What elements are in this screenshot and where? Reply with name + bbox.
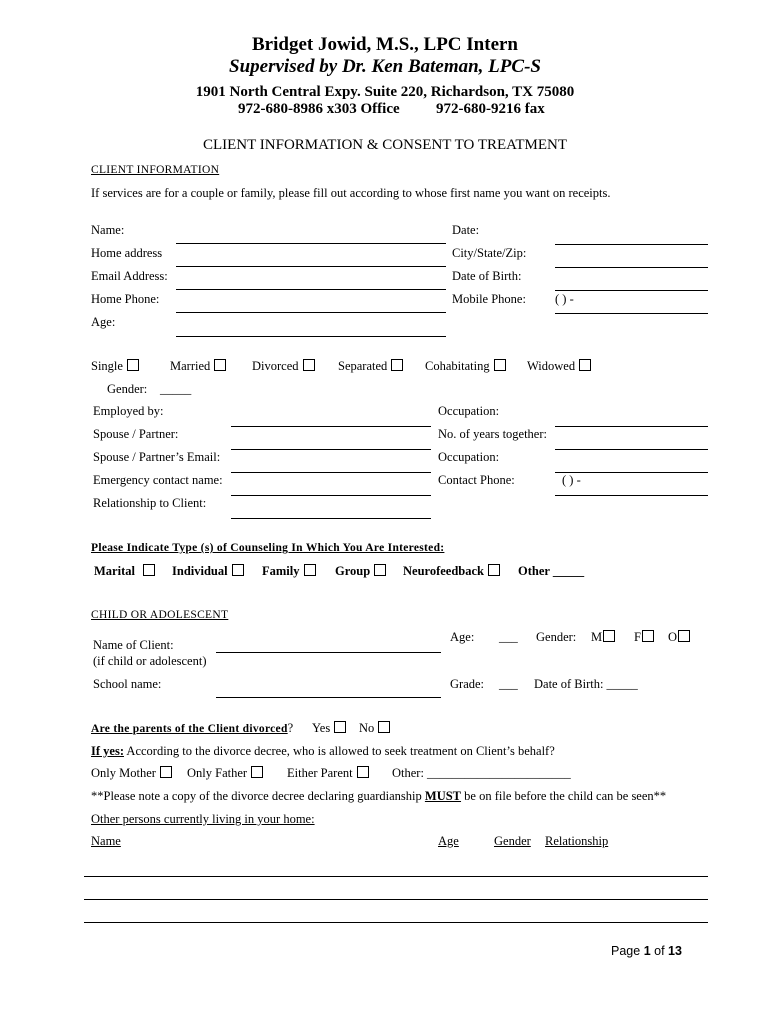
divorce-yes-option[interactable]: Yes [312, 721, 346, 736]
child-dob-field[interactable]: Date of Birth: _____ [534, 677, 638, 691]
child-name-field[interactable] [216, 652, 441, 653]
years-label: No. of years together: [438, 427, 547, 441]
decree-note: **Please note a copy of the divorce decree declaring guardianship MUST be on file before the child can be seen** [91, 789, 667, 803]
emergency-field[interactable] [231, 495, 431, 496]
single-option[interactable]: Single [91, 359, 139, 374]
date-field[interactable] [555, 244, 708, 245]
counseling-heading: Please Indicate Type (s) of Counseling In Which You Are Interested: [91, 542, 445, 554]
occupation2-label: Occupation: [438, 450, 500, 464]
gender-m-checkbox[interactable] [603, 630, 615, 642]
separated-option[interactable]: Separated [338, 359, 403, 374]
neurofeedback-option[interactable]: Neurofeedback [403, 564, 500, 579]
contact-phone-mask: ( ) - [562, 473, 581, 487]
col-gender-header: Gender [494, 834, 531, 848]
only-father-option[interactable]: Only Father [187, 766, 263, 781]
address-line: 1901 North Central Expy. Suite 220, Richardson, TX 75080 [195, 84, 575, 100]
gender-f-checkbox[interactable] [642, 630, 654, 642]
gender-o-option[interactable]: O [668, 630, 690, 645]
home-phone-label: Home Phone: [91, 292, 160, 306]
spouse-label: Spouse / Partner: [93, 427, 179, 441]
married-option[interactable]: Married [170, 359, 226, 374]
school-field[interactable] [216, 697, 441, 698]
others-living-heading: Other persons currently living in your home: [91, 812, 315, 826]
relationship-field[interactable] [231, 518, 431, 519]
gender-f-option[interactable]: F [634, 630, 654, 645]
spouse-field[interactable] [231, 449, 431, 450]
grade-blank[interactable]: ___ [499, 677, 518, 691]
married-checkbox[interactable] [214, 359, 226, 371]
dob-field[interactable] [555, 290, 708, 291]
gender-blank[interactable]: _____ [160, 382, 192, 396]
group-counseling-option[interactable]: Group [335, 564, 386, 579]
divorced-checkbox[interactable] [303, 359, 315, 371]
date-label: Date: [452, 223, 480, 237]
city-field[interactable] [555, 267, 708, 268]
widowed-checkbox[interactable] [579, 359, 591, 371]
child-name-sublabel: (if child or adolescent) [93, 654, 207, 668]
neurofeedback-checkbox[interactable] [488, 564, 500, 576]
relationship-label: Relationship to Client: [93, 496, 207, 510]
gender-m-option[interactable]: M [591, 630, 615, 645]
either-parent-checkbox[interactable] [357, 766, 369, 778]
page-indicator: Page 1 of 13 [611, 944, 682, 958]
widowed-option[interactable]: Widowed [527, 359, 591, 374]
email-field[interactable] [176, 266, 446, 267]
home-address-label: Home address [91, 246, 163, 260]
mobile-phone-field[interactable] [555, 313, 708, 314]
employed-label: Employed by: [93, 404, 164, 418]
dob-label: Date of Birth: [452, 269, 522, 283]
email-label: Email Address: [91, 269, 168, 283]
marital-counseling-option[interactable]: Marital [94, 564, 155, 579]
child-heading: CHILD OR ADOLESCENT [91, 609, 229, 621]
only-mother-option[interactable]: Only Mother [91, 766, 172, 781]
occupation-field[interactable] [555, 426, 708, 427]
home-phone-field[interactable] [176, 289, 446, 290]
divorce-no-option[interactable]: No [359, 721, 390, 736]
supervisor-line: Supervised by Dr. Ken Bateman, LPC-S [229, 56, 541, 77]
cohabitating-checkbox[interactable] [494, 359, 506, 371]
col-age-header: Age [438, 834, 459, 848]
spouse-email-label: Spouse / Partner’s Email: [93, 450, 221, 464]
marital-counseling-checkbox[interactable] [143, 564, 155, 576]
col-name-header: Name [91, 834, 121, 848]
individual-counseling-checkbox[interactable] [232, 564, 244, 576]
group-counseling-checkbox[interactable] [374, 564, 386, 576]
name-label: Name: [91, 223, 125, 237]
separated-checkbox[interactable] [391, 359, 403, 371]
child-age-label: Age: [450, 630, 475, 644]
divorce-no-checkbox[interactable] [378, 721, 390, 733]
only-mother-checkbox[interactable] [160, 766, 172, 778]
other-guardian-field[interactable]: Other: _______________________ [392, 766, 571, 780]
years-field[interactable] [555, 449, 708, 450]
fax-number: 972-680-9216 fax [436, 101, 545, 117]
col-relationship-header: Relationship [545, 834, 609, 848]
office-phone: 972-680-8986 x303 Office [238, 101, 400, 117]
cohabitating-option[interactable]: Cohabitating [425, 359, 506, 374]
home-address-field[interactable] [176, 243, 446, 244]
child-gender-label: Gender: [536, 630, 577, 644]
age-field[interactable] [176, 312, 446, 313]
gender-o-checkbox[interactable] [678, 630, 690, 642]
practitioner-name: Bridget Jowid, M.S., LPC Intern [252, 34, 518, 55]
mobile-phone-mask: ( ) - [555, 292, 574, 306]
emergency-label: Emergency contact name: [93, 473, 223, 487]
other-counseling-option[interactable]: Other _____ [518, 564, 585, 578]
age-label: Age: [91, 315, 116, 329]
household-row-1[interactable] [84, 876, 708, 877]
either-parent-option[interactable]: Either Parent [287, 766, 369, 781]
divorced-option[interactable]: Divorced [252, 359, 315, 374]
occupation-label: Occupation: [438, 404, 500, 418]
only-father-checkbox[interactable] [251, 766, 263, 778]
employed-field[interactable] [231, 426, 431, 427]
client-info-heading: CLIENT INFORMATION [91, 164, 220, 176]
form-title: CLIENT INFORMATION & CONSENT TO TREATMENT [202, 137, 568, 153]
single-checkbox[interactable] [127, 359, 139, 371]
child-name-label: Name of Client: [93, 638, 174, 652]
child-age-blank[interactable]: ___ [499, 630, 518, 644]
gender-label: Gender: [107, 382, 148, 396]
mobile-label: Mobile Phone: [452, 292, 526, 306]
spouse-email-field[interactable] [231, 472, 431, 473]
age-underline[interactable] [176, 336, 446, 337]
divorce-yes-checkbox[interactable] [334, 721, 346, 733]
contact-phone-field[interactable] [555, 495, 708, 496]
household-row-3[interactable] [84, 922, 708, 923]
instruction-text: If services are for a couple or family, please fill out according to whose first name you want on receipts. [91, 186, 611, 200]
grade-label: Grade: [450, 677, 485, 691]
if-yes-line: If yes: According to the divorce decree, who is allowed to seek treatment on Client’s behalf? [91, 744, 555, 758]
city-label: City/State/Zip: [452, 246, 527, 260]
divorce-question: Are the parents of the Client divorced? [91, 721, 294, 735]
family-counseling-option[interactable]: Family [262, 564, 316, 579]
household-row-2[interactable] [84, 899, 708, 900]
contact-phone-label: Contact Phone: [438, 473, 515, 487]
individual-counseling-option[interactable]: Individual [172, 564, 244, 579]
school-label: School name: [93, 677, 162, 691]
family-counseling-checkbox[interactable] [304, 564, 316, 576]
